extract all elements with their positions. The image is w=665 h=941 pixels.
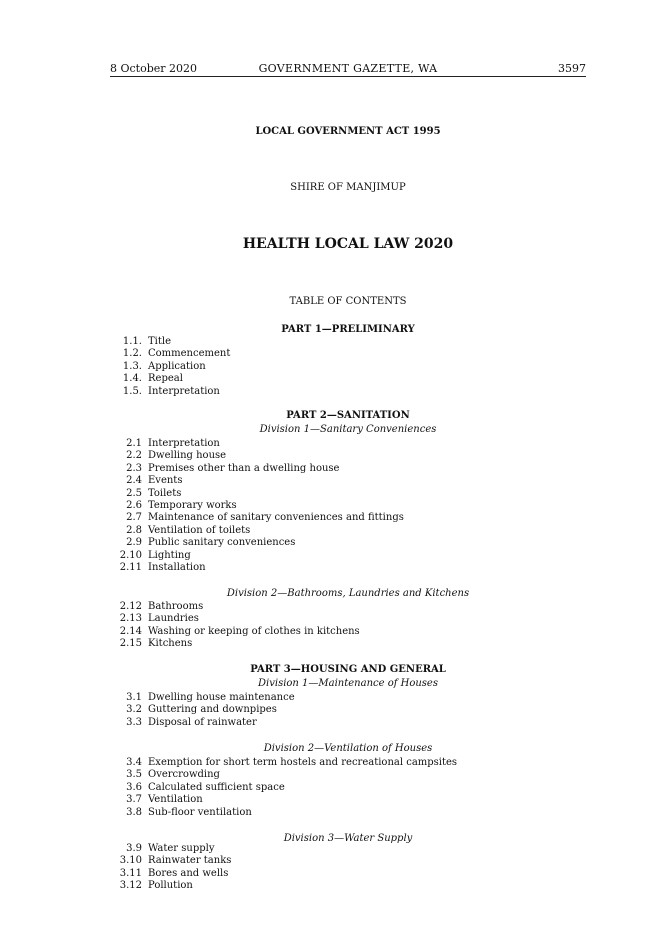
toc-entry-number: 2.3 — [126, 462, 142, 474]
part3-div3-title: Division 3—Water Supply — [283, 833, 413, 844]
toc-entry-label: Disposal of rainwater — [148, 716, 257, 728]
toc-entry-label: Ventilation — [148, 794, 203, 806]
toc-entry — [110, 488, 586, 500]
toc-entry-number: 3.8 — [126, 806, 142, 818]
toc-entry — [110, 843, 586, 855]
toc-entry-number: 1.3. — [122, 360, 142, 372]
part3-div2-title: Division 2—Ventilation of Houses — [263, 743, 433, 754]
toc-entry — [110, 626, 586, 638]
toc-entry-number: 2.10 — [119, 549, 142, 561]
toc-entry-number: 3.7 — [126, 794, 142, 806]
part3-div2-list — [110, 757, 586, 819]
toc-entry-number: 2.9 — [126, 537, 142, 549]
toc-entry-label: Kitchens — [148, 638, 193, 650]
toc-entry-label: Interpretation — [148, 438, 220, 449]
toc-entry-label: Application — [148, 360, 206, 372]
toc-entry-number: 2.12 — [119, 601, 142, 612]
toc-entry — [110, 336, 586, 348]
toc-entry-label: Events — [148, 475, 183, 487]
header-publication: GOVERNMENT GAZETTE, WA — [258, 62, 438, 75]
toc-entry-label: Calculated sufficient space — [148, 781, 285, 793]
toc-entry-number: 1.5. — [122, 385, 142, 397]
toc-entry — [110, 450, 586, 462]
toc-entry-number: 3.9 — [126, 843, 142, 854]
toc-entry-label: Temporary works — [148, 499, 237, 511]
toc-entry-label: Ventilation of toilets — [148, 524, 251, 536]
toc-entry-label: Pollution — [148, 880, 193, 892]
toc-entry-number: 3.10 — [119, 855, 142, 867]
toc-entry-label: Premises other than a dwelling house — [148, 462, 340, 474]
toc-entry-number: 3.2 — [126, 704, 142, 716]
toc-entry-number: 1.4. — [122, 373, 142, 385]
part3-div1-list — [110, 692, 586, 729]
toc-entry-number: 3.12 — [119, 880, 142, 892]
toc-entry-number: 3.4 — [126, 757, 142, 768]
toc-entry-label: Maintenance of sanitary conveniences and fittings — [148, 512, 404, 524]
toc-entry — [110, 855, 586, 867]
toc-entry — [110, 868, 586, 880]
part2-div1-list — [110, 438, 586, 574]
toc-entry — [110, 782, 586, 794]
toc-entry — [110, 794, 586, 806]
shire-name: SHIRE OF MANJIMUP — [290, 182, 406, 193]
toc-entry-number: 2.15 — [119, 638, 142, 650]
toc-entry-label: Toilets — [148, 487, 182, 499]
toc-entry — [110, 500, 586, 512]
toc-entry — [110, 769, 586, 781]
toc-entry-number: 3.3 — [126, 716, 142, 728]
toc-entry-number: 3.11 — [119, 867, 142, 879]
toc-entry — [110, 880, 586, 892]
toc-entry-label: Water supply — [148, 843, 215, 854]
toc-entry-label: Washing or keeping of clothes in kitchens — [148, 625, 360, 637]
toc-entry-label: Interpretation — [148, 385, 220, 397]
toc-entry — [110, 613, 586, 625]
toc-entry — [110, 601, 586, 613]
toc-entry — [110, 525, 586, 537]
part1-list — [110, 336, 586, 398]
toc-entry — [110, 475, 586, 487]
toc-entry-label: Rainwater tanks — [148, 855, 232, 867]
toc-entry-number: 3.5 — [126, 769, 142, 781]
toc-entry-label: Repeal — [148, 373, 183, 385]
toc-entry-label: Sub-floor ventilation — [148, 806, 252, 818]
toc-entry-label: Bores and wells — [148, 867, 229, 879]
part3-div3-list — [110, 843, 586, 893]
part2-div2-list — [110, 601, 586, 651]
toc-entry-label: Lighting — [148, 549, 191, 561]
toc-entry-label: Laundries — [148, 613, 199, 625]
toc-entry — [110, 704, 586, 716]
toc-entry — [110, 757, 586, 769]
toc-entry-number: 2.14 — [119, 625, 142, 637]
toc-entry-label: Title — [148, 336, 172, 347]
toc-entry-number: 2.6 — [126, 499, 142, 511]
toc-entry — [110, 373, 586, 385]
law-title: HEALTH LOCAL LAW 2020 — [242, 236, 454, 252]
toc-entry-number: 3.6 — [126, 781, 142, 793]
toc-entry — [110, 537, 586, 549]
toc-entry-label: Dwelling house maintenance — [148, 692, 295, 703]
toc-entry-label: Exemption for short term hostels and recreational campsites — [148, 757, 458, 768]
toc-entry-label: Bathrooms — [148, 601, 204, 612]
toc-entry — [110, 361, 586, 373]
part2-title: PART 2—SANITATION — [286, 410, 410, 421]
toc-entry-label: Installation — [148, 561, 206, 573]
part2-div2-title: Division 2—Bathrooms, Laundries and Kitchens — [226, 588, 470, 599]
toc-entry — [110, 438, 586, 450]
toc-entry — [110, 550, 586, 562]
toc-entry-number: 1.2. — [122, 348, 142, 360]
toc-entry-number: 2.13 — [119, 613, 142, 625]
toc-entry-number: 1.1. — [122, 336, 142, 347]
toc-entry-number: 2.5 — [126, 487, 142, 499]
toc-entry-number: 2.8 — [126, 524, 142, 536]
toc-entry — [110, 717, 586, 729]
toc-entry — [110, 348, 586, 360]
part2-div1-title: Division 1—Sanitary Conveniences — [259, 424, 437, 435]
toc-entry-number: 2.4 — [126, 475, 142, 487]
toc-entry — [110, 463, 586, 475]
toc-entry — [110, 807, 586, 819]
toc-entry-number: 2.7 — [126, 512, 142, 524]
header-page-number: 3597 — [558, 62, 586, 75]
toc-heading: TABLE OF CONTENTS — [289, 296, 407, 307]
toc-entry — [110, 386, 586, 398]
toc-entry-label: Public sanitary conveniences — [148, 537, 296, 549]
toc-entry-number: 2.1 — [126, 438, 142, 449]
toc-entry-number: 2.11 — [119, 561, 142, 573]
page-header — [110, 62, 586, 77]
part1-title: PART 1—PRELIMINARY — [281, 324, 415, 335]
toc-entry — [110, 692, 586, 704]
toc-entry-label: Guttering and downpipes — [148, 704, 277, 716]
header-date: 8 October 2020 — [110, 62, 198, 75]
toc-entry — [110, 512, 586, 524]
toc-entry-number: 2.2 — [126, 450, 142, 462]
act-title: LOCAL GOVERNMENT ACT 1995 — [255, 126, 441, 137]
toc-entry-number: 3.1 — [126, 692, 142, 703]
toc-entry-label: Overcrowding — [148, 769, 220, 781]
toc-entry-label: Commencement — [148, 348, 231, 360]
part3-div1-title: Division 1—Maintenance of Houses — [258, 678, 438, 689]
toc-entry — [110, 638, 586, 650]
part3-title: PART 3—HOUSING AND GENERAL — [250, 664, 446, 675]
toc-entry — [110, 562, 586, 574]
toc-entry-label: Dwelling house — [148, 450, 227, 462]
